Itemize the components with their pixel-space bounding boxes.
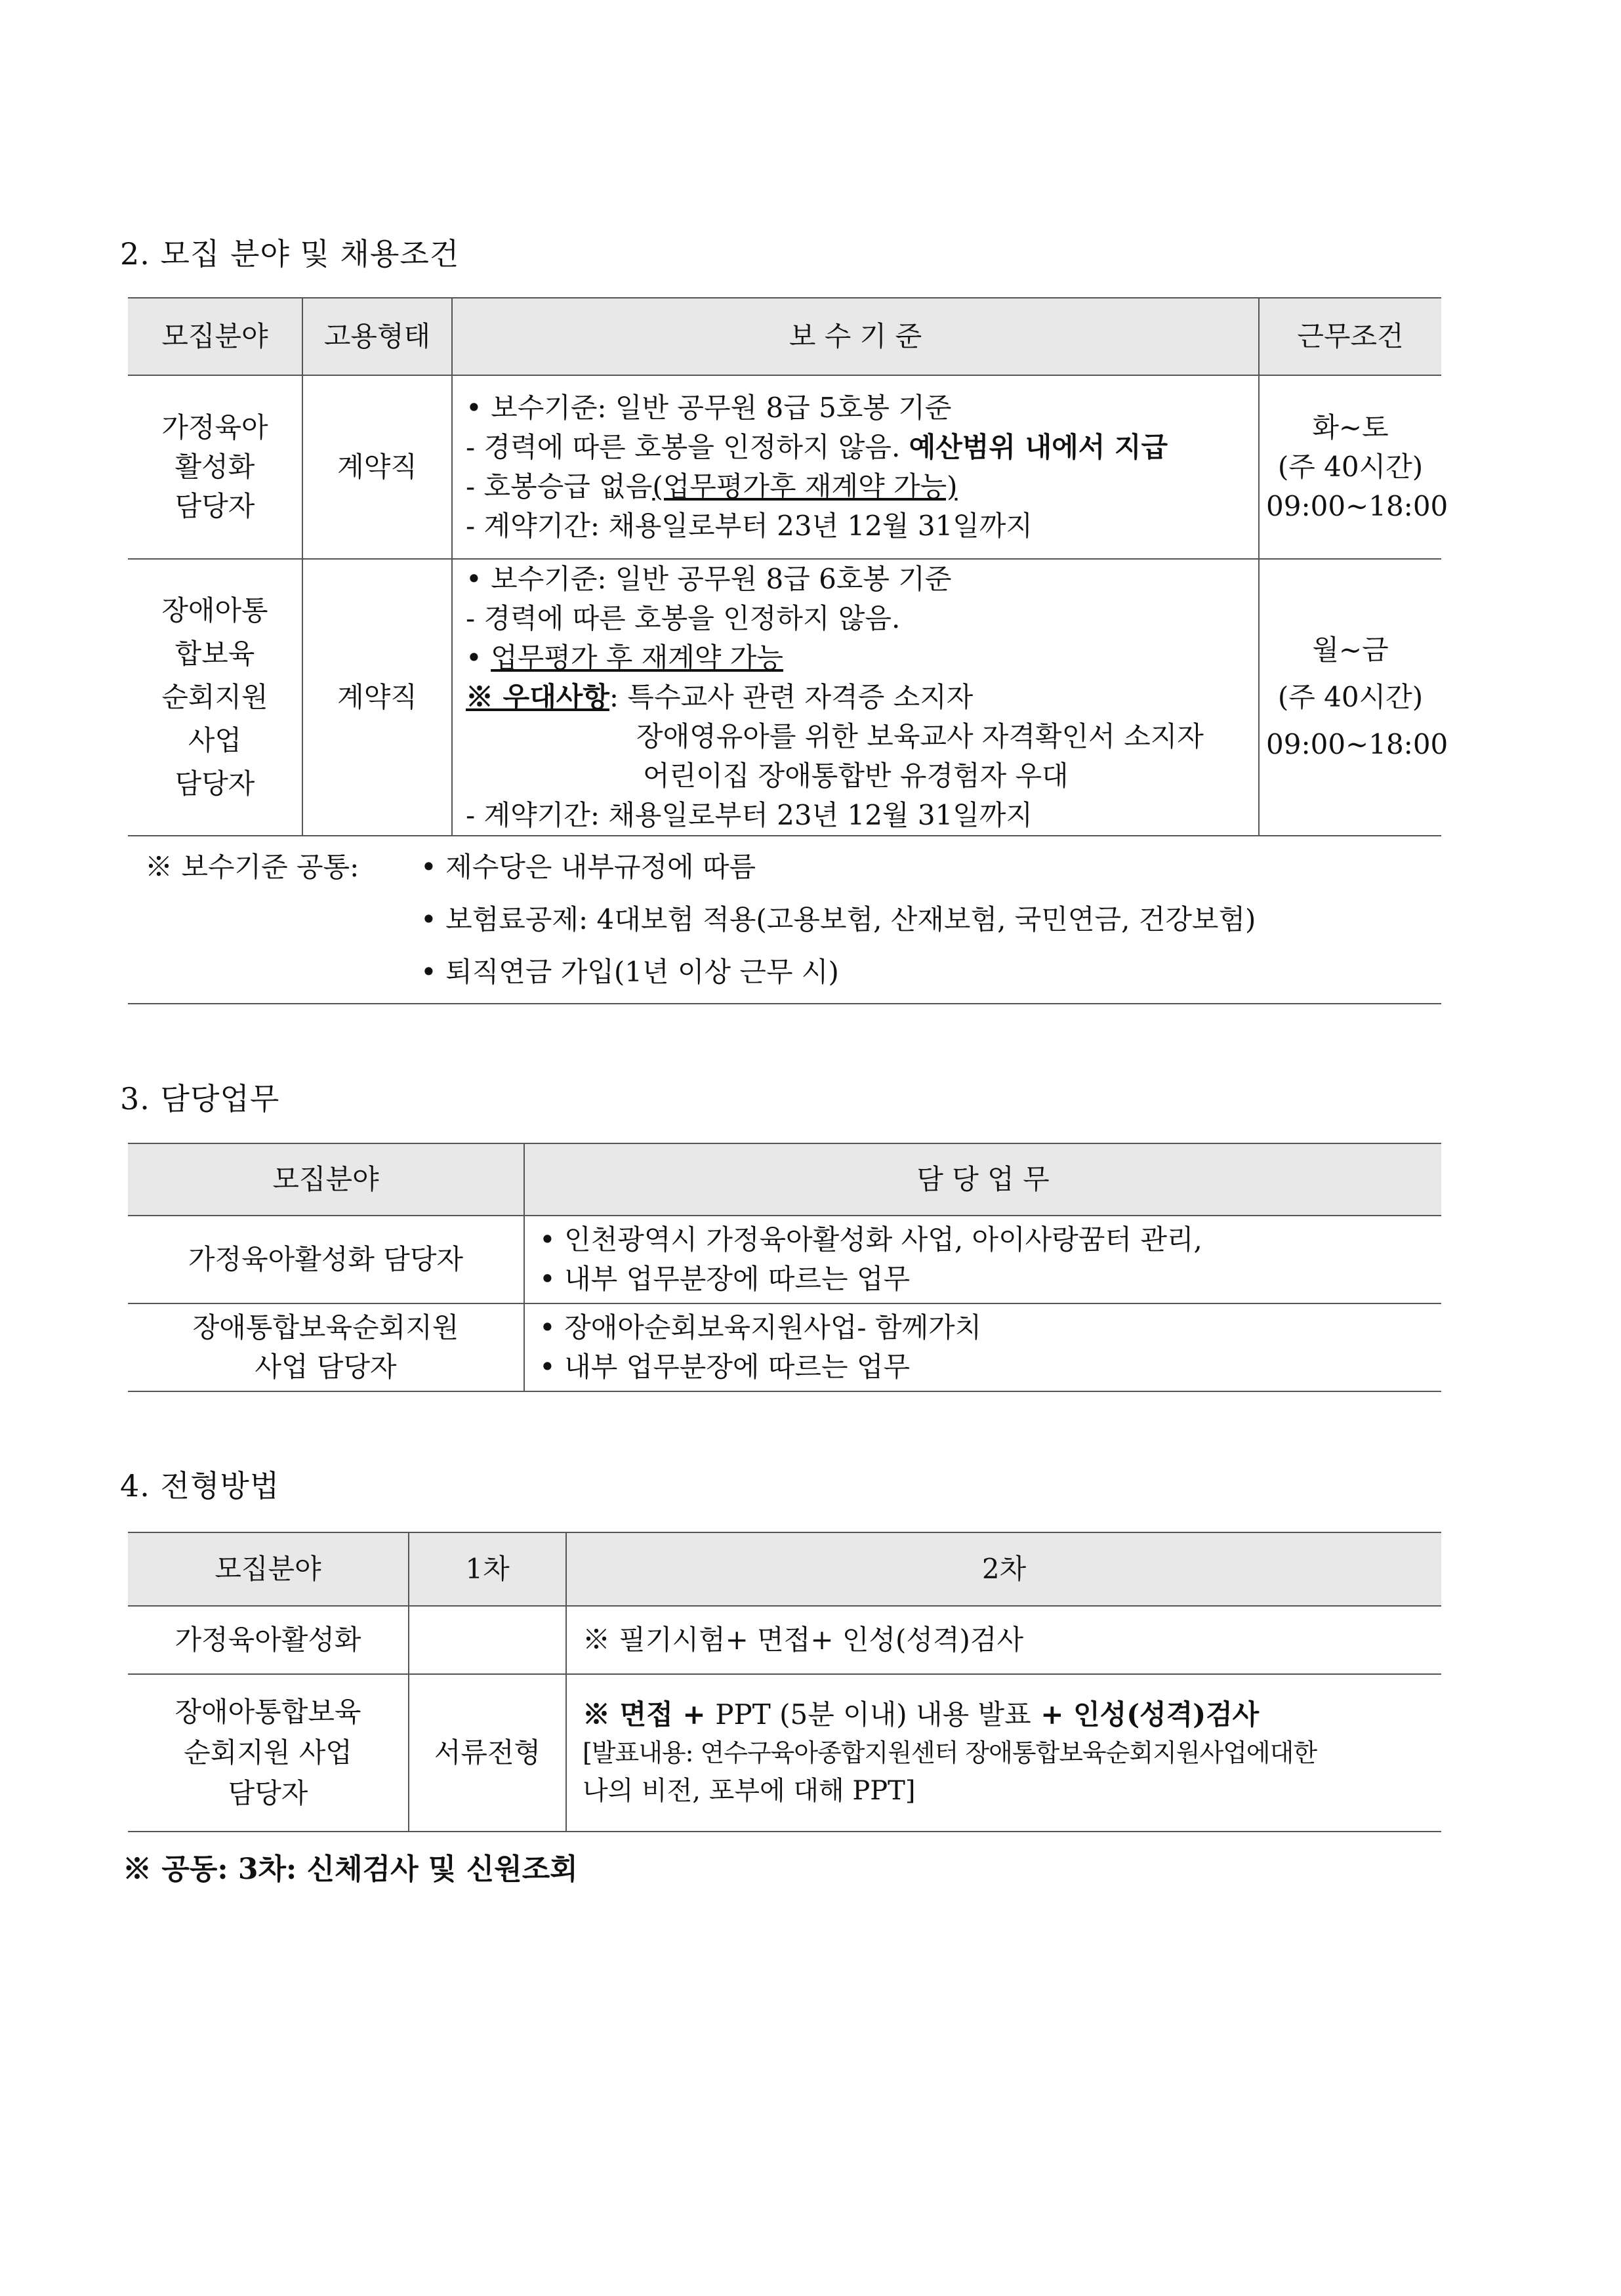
recruitment-conditions-table — [128, 297, 1448, 1004]
employment-cell: 계약직 — [302, 559, 452, 836]
duties-cell: • 장애아순회보육지원사업- 함께가치 • 내부 업무분장에 따르는 업무 — [524, 1303, 1441, 1391]
header-duties: 담 당 업 무 — [524, 1143, 1441, 1216]
table-row — [128, 559, 1441, 836]
first-stage-cell: 서류전형 — [409, 1674, 566, 1832]
field-cell: 가정육아 활성화 담당자 — [128, 375, 302, 559]
table-row — [128, 1216, 1441, 1303]
section-2-title: 2. 모집 분야 및 채용조건 — [120, 236, 460, 272]
header-field: 모집분야 — [128, 1143, 524, 1216]
common-note-label: ※ 보수기준 공통: — [145, 851, 359, 883]
first-stage-cell — [409, 1606, 566, 1674]
duties-table — [128, 1143, 1441, 1392]
field-cell: 가정육아활성화 담당자 — [128, 1216, 524, 1303]
field-cell: 장애아통합보육 순회지원 사업 담당자 — [128, 1674, 409, 1832]
header-first-stage: 1차 — [409, 1532, 566, 1606]
pay-cell: • 보수기준: 일반 공무원 8급 6호봉 기준 - 경력에 따른 호봉을 인정하지 않음. • 업무평가 후 재계약 가능 ※ 우대사항: 특수교사 관련 자격증 소지자 장애영유아를 위한 보육교사 자격확인서 소지자 어린이집 장애통합반 유경험자 우대 - 계약기간: 채용일로부터 23년 12월 31일까지 — [452, 559, 1259, 836]
pay-cell: • 보수기준: 일반 공무원 8급 5호봉 기준 - 경력에 따른 호봉을 인정하지 않음. 예산범위 내에서 지급 - 호봉승급 없음(업무평가후 재계약 가능) - 계약기간: 채용일로부터 23년 12월 31일까지 — [452, 375, 1259, 559]
conditions-cell: 화~토 (주 40시간) 09:00~18:00 — [1259, 375, 1441, 559]
conditions-cell: 월~금 (주 40시간) 09:00~18:00 — [1259, 559, 1441, 836]
table-row — [128, 1303, 1441, 1391]
duties-cell: • 인천광역시 가정육아활성화 사업, 아이사랑꿈터 관리, • 내부 업무분장에 따르는 업무 — [524, 1216, 1441, 1303]
table-header-row — [128, 298, 1441, 375]
section-4-title: 4. 전형방법 — [120, 1468, 280, 1504]
table-row — [128, 1606, 1441, 1674]
header-pay: 보 수 기 준 — [452, 298, 1259, 375]
second-stage-cell: ※ 면접 + PPT (5분 이내) 내용 발표 + 인성(성격)검사 [발표내용: 연수구육아종합지원센터 장애통합보육순회지원사업에대한 나의 비전, 포부에 대해 PPT] — [566, 1674, 1441, 1832]
field-cell: 장애아통 합보육 순회지원 사업 담당자 — [128, 559, 302, 836]
header-field: 모집분야 — [128, 298, 302, 375]
table-header-row — [128, 1143, 1441, 1216]
header-conditions: 근무조건 — [1259, 298, 1441, 375]
common-note-cell: ※ 보수기준 공통: • 제수당은 내부규정에 따름 • 보험료공제: 4대보험 적용(고용보험, 산재보험, 국민연금, 건강보험) • 퇴직연금 가입(1년 이상 근무 시) — [128, 836, 1441, 1004]
second-stage-cell: ※ 필기시험+ 면접+ 인성(성격)검사 — [566, 1606, 1441, 1674]
header-field: 모집분야 — [128, 1532, 409, 1606]
header-second-stage: 2차 — [566, 1532, 1441, 1606]
employment-cell: 계약직 — [302, 375, 452, 559]
table-row — [128, 1674, 1441, 1832]
field-cell: 장애통합보육순회지원 사업 담당자 — [128, 1303, 524, 1391]
common-footer-note: ※ 공동: 3차: 신체검사 및 신원조회 — [123, 1853, 578, 1886]
table-row — [128, 375, 1441, 559]
common-note-row — [128, 836, 1441, 1004]
field-cell: 가정육아활성화 — [128, 1606, 409, 1674]
table-header-row — [128, 1532, 1441, 1606]
selection-process-table — [128, 1532, 1441, 1832]
section-3-title: 3. 담당업무 — [120, 1081, 280, 1117]
header-employment: 고용형태 — [302, 298, 452, 375]
